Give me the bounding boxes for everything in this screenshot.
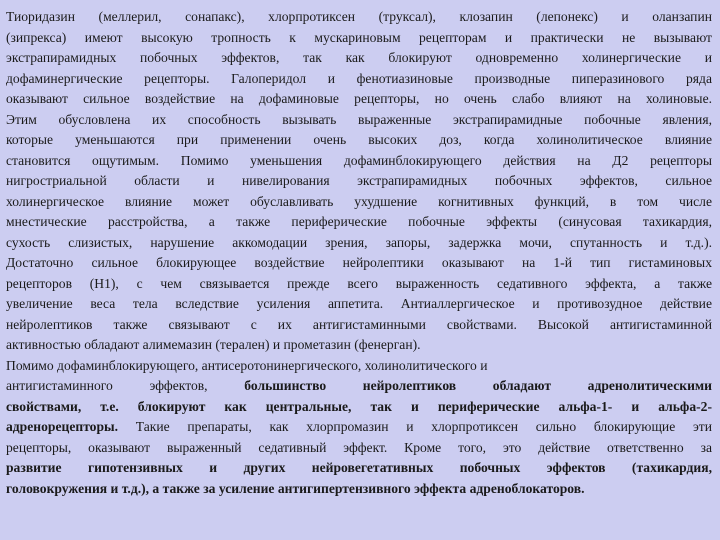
text-line: Достаточно сильное блокирующее воздействие нейролептики оказывают на 1-й тип гистаминовых (6, 255, 712, 270)
text-line: головокружения и т.д.), а также за усиление антигипертензивного эффекта адреноблокаторов. (6, 480, 585, 496)
text-line: развитие гипотензивных и других нейровегетативных побочных эффектов (тахикардия, (6, 460, 712, 475)
text-line: становится ощутимым. Помимо уменьшения дофаминблокирующего действия на Д2 рецепторы (6, 152, 712, 168)
text-line: Этим обусловлена их способность вызывать выраженные экстрапирамидные побочные явления, (6, 111, 712, 127)
text-line: холинергическое влияние может обуславливать ухудшение когнитивных функций, в том числе (6, 193, 712, 209)
text-line: активностью обладают алимемазин (терален) и прометазин (фенерган). (6, 337, 421, 352)
text-line: Помимо дофаминблокирующего, антисеротонинергического, холинолитического и (6, 357, 488, 373)
text-line: свойствами, т.е. блокируют как центральные, так и периферические альфа-1- и альфа-2- (6, 398, 712, 414)
text-line: адренорецепторы. Такие препараты, как хлорпромазин и хлорпротиксен сильно блокирующие эти (6, 419, 712, 434)
text-line: увеличение веса тела вследствие усиления аппетита. Антиаллергическое и противозудное действие (6, 296, 712, 311)
text-line: оказывают сильное воздействие на дофаминовые рецепторы, но очень слабо влияют на холиновые. (6, 91, 712, 106)
text-line: мнестические расстройства, а также периферические побочные эффекты (синусовая тахикардия, (6, 214, 712, 229)
text-line: Тиоридазин (меллерил, сонапакс), хлорпротиксен (труксал), клозапин (лепонекс) и оланзапин (6, 9, 712, 24)
text-line: дофаминергические рецепторы. Галоперидол и фенотиазиновые производные пиперазинового ряда (6, 70, 712, 86)
text-line: нейролептиков также связывают с их антигистаминными свойствами. Высокой антигистаминной (6, 316, 712, 332)
text-line: экстрапирамидных побочных эффектов, так как блокируют одновременно холинергические и (6, 50, 712, 65)
text-line: рецепторов (Н1), с чем связывается прежде всего выраженность седативного эффекта, а также (6, 275, 712, 291)
text-line: нигростриальной области и нивелирования экстрапирамидных побочных эффектов, сильное (6, 173, 712, 188)
text-line: рецепторы, оказывают выраженный седативный эффект. Кроме того, это действие ответственно за (6, 439, 712, 455)
text-line: антигистаминного эффектов, большинство нейролептиков обладают адренолитическими (6, 378, 712, 393)
text-line: которые уменьшаются при применении очень высоких доз, когда холинолитическое влияние (6, 132, 712, 147)
text-line: сухость слизистых, нарушение аккомодации зрения, запоры, задержка мочи, спутанность и т.д.). (6, 234, 712, 250)
text-line: (зипрекса) имеют высокую тропность к мускариновым рецепторам и практически не вызывают (6, 29, 712, 45)
